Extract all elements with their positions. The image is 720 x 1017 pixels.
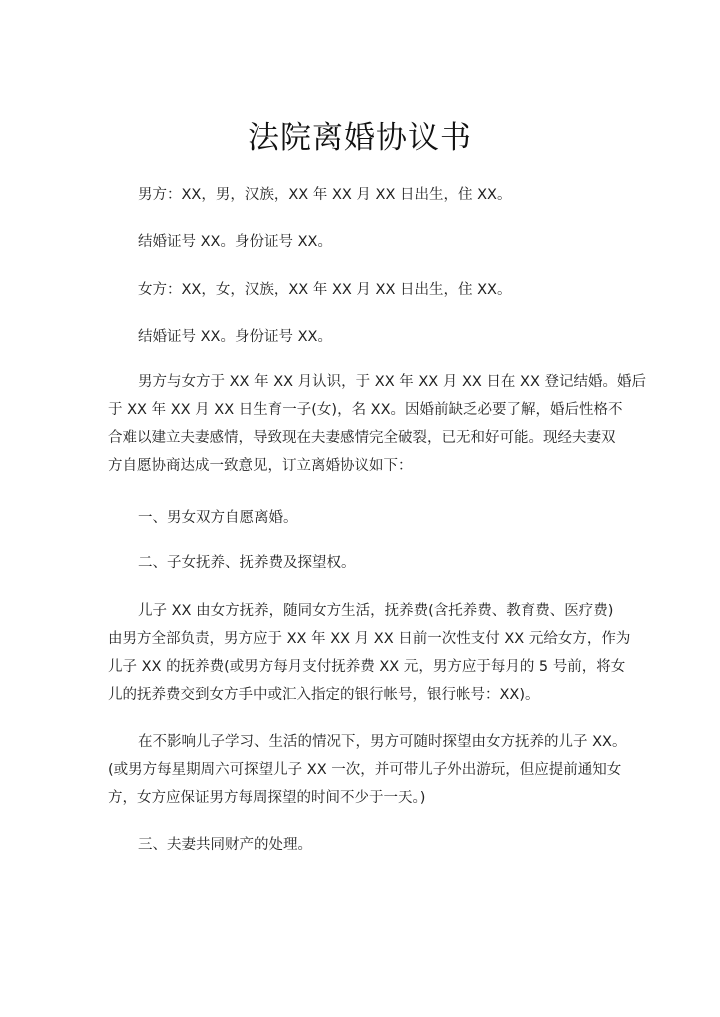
clause-3-heading	[108, 831, 628, 859]
text-line: 三、夫妻共同财产的处理。	[138, 837, 312, 853]
text-line: 方，女方应保证男方每周探望的时间不少于一天。)	[108, 790, 426, 806]
paragraph-female-certificate	[108, 323, 628, 351]
text-line: 儿的抚养费交到女方手中或汇入指定的银行帐号，银行帐号：XX)。	[108, 687, 540, 703]
text-line: 于 XX 年 XX 月 XX 日生育一子(女)，名 XX。因婚前缺乏必要了解，婚后性格不	[108, 402, 623, 418]
paragraph-background	[108, 368, 647, 480]
text-line: (或男方每星期周六可探望儿子 XX 一次，并可带儿子外出游玩，但应提前通知女	[108, 762, 622, 778]
paragraph-female-party	[108, 276, 628, 304]
text-line: 一、男女双方自愿离婚。	[138, 510, 298, 526]
text-line: 男方：XX，男，汉族，XX 年 XX 月 XX 日出生，住 XX。	[138, 187, 512, 203]
text-line: 结婚证号 XX。身份证号 XX。	[138, 329, 332, 345]
text-line: 二、子女抚养、抚养费及探望权。	[138, 555, 356, 571]
text-line: 方自愿协商达成一致意见，订立离婚协议如下：	[108, 458, 413, 474]
document-title: 法院离婚协议书	[248, 120, 472, 156]
text-line: 儿子 XX 由女方抚养，随同女方生活，抚养费(含托养费、教育费、医疗费)	[138, 603, 614, 619]
clause-1-heading	[108, 504, 628, 532]
paragraph-visitation	[108, 728, 628, 812]
text-line: 结婚证号 XX。身份证号 XX。	[138, 234, 332, 250]
paragraph-male-party	[108, 181, 628, 209]
text-line: 在不影响儿子学习、生活的情况下，男方可随时探望由女方抚养的儿子 XX。	[138, 734, 627, 750]
text-line: 合难以建立夫妻感情，导致现在夫妻感情完全破裂，已无和好可能。现经夫妻双	[108, 430, 616, 446]
paragraph-child-support	[108, 597, 631, 709]
text-line: 儿子 XX 的抚养费(或男方每月支付抚养费 XX 元，男方应于每月的 5 号前，将女	[108, 659, 626, 675]
text-line: 女方：XX，女，汉族，XX 年 XX 月 XX 日出生，住 XX。	[138, 282, 512, 298]
clause-2-heading	[108, 549, 628, 577]
text-line: 由男方全部负责，男方应于 XX 年 XX 月 XX 日前一次性支付 XX 元给女方，作为	[108, 631, 631, 647]
text-line: 男方与女方于 XX 年 XX 月认识，于 XX 年 XX 月 XX 日在 XX 登记结婚。婚后	[138, 374, 647, 390]
paragraph-male-certificate	[108, 228, 628, 256]
